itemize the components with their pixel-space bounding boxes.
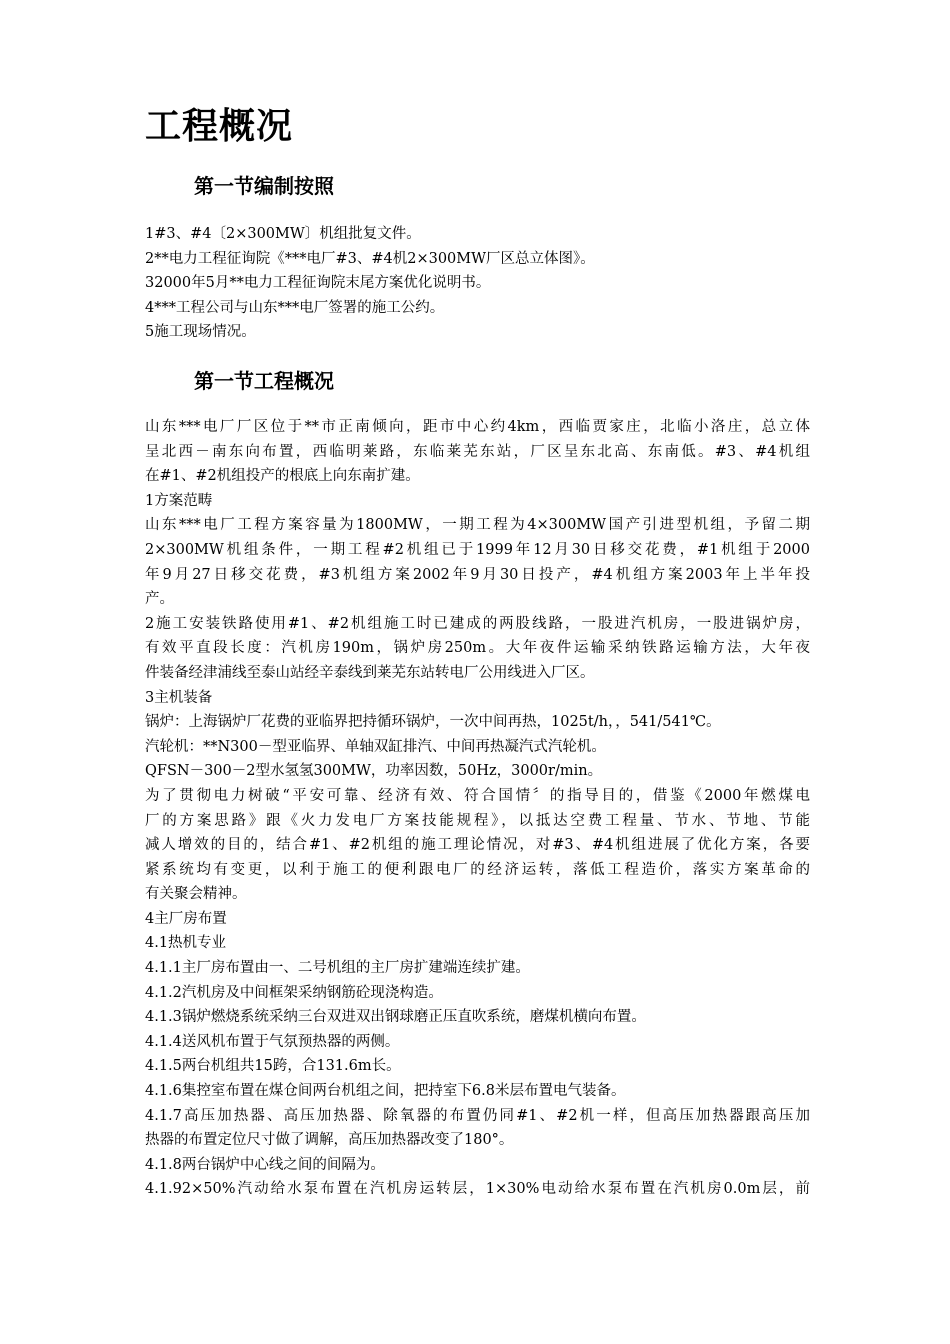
- body-line: 1方案范畴: [145, 492, 213, 509]
- body-line: 4.1.3锅炉燃烧系统采纳三台双进双出钢球磨正压直吹系统，磨煤机横向布置。: [145, 1009, 646, 1026]
- basis-item: 2**电力工程征询院《***电厂#3、#4机2×300MW厂区总立体图》。: [145, 250, 595, 267]
- body-line: 紧系统均有变更，以利于施工的便利跟电厂的经济运转，落低工程造价，落实方案革命的: [145, 861, 810, 878]
- body-line: 4.1.92×50%汽动给水泵布置在汽机房运转层，1×30%电动给水泵布置在汽机房0.0m层，前: [145, 1181, 810, 1198]
- body-line: 4.1.1主厂房布置由一、二号机组的主厂房扩建端连续扩建。: [145, 960, 530, 977]
- body-line: 件装备经津浦线至泰山站经辛泰线到莱芜东站转电厂公用线进入厂区。: [145, 664, 595, 681]
- body-line: 2施工安装铁路使用#1、#2机组施工时已建成的两股线路，一股进汽机房，一股进锅炉房，: [145, 615, 810, 632]
- body-line: 呈北西－南东向布置，西临明莱路，东临莱芜东站，厂区呈东北高、东南低。#3、#4机组: [145, 443, 810, 460]
- body-line: 为了贯彻电力树破“平安可靠、经济有效、符合国情〞的指导目的，借鉴《2000年燃煤电: [145, 787, 810, 804]
- section-heading-overview: 第一节工程概况: [194, 369, 334, 393]
- body-line: 热器的布置定位尺寸做了调解，高压加热器改变了180°。: [145, 1132, 514, 1149]
- body-line: 3主机装备: [145, 689, 213, 706]
- body-line: 4.1.7高压加热器、高压加热器、除氧器的布置仍同#1、#2机一样，但高压加热器跟高压加: [145, 1107, 810, 1124]
- body-line: 厂的方案思路》跟《火力发电厂方案技能规程》，以抵达空费工程量、节水、节地、节能: [145, 812, 810, 829]
- body-line: 在#1、#2机组投产的根底上向东南扩建。: [145, 468, 420, 485]
- section-heading-basis: 第一节编制按照: [194, 174, 334, 198]
- body-line: 4.1.6集控室布置在煤仓间两台机组之间，把持室下6.8米层布置电气装备。: [145, 1083, 626, 1100]
- body-line: 山东***电厂工程方案容量为1800MW，一期工程为4×300MW国产引进型机组，予留二期: [145, 517, 810, 534]
- body-line: 山东***电厂厂区位于**市正南倾向，距市中心约4km，西临贾家庄，北临小洛庄，总立体: [145, 419, 810, 435]
- body-line: 4主厂房布置: [145, 910, 227, 927]
- document-title: 工程概况: [145, 106, 294, 147]
- body-line: 2×300MW机组条件，一期工程#2机组已于1999年12月30日移交花费，#1机组于2000: [145, 541, 810, 558]
- body-line: QFSN－300－2型水氢氢300MW，功率因数，50Hz，3000r/min。: [145, 763, 603, 780]
- basis-item: 32000年5月**电力工程征询院末尾方案优化说明书。: [145, 275, 491, 292]
- body-line: 4.1.8两台锅炉中心线之间的间隔为。: [145, 1156, 385, 1173]
- body-line: 年9月27日移交花费，#3机组方案2002年9月30日投产，#4机组方案2003年上半年投: [145, 566, 810, 583]
- basis-list: [145, 222, 810, 345]
- basis-item: 5施工现场情况。: [145, 324, 256, 341]
- body-line: 产。: [145, 591, 174, 608]
- body-line: 减人增效的目的，结合#1、#2机组的施工理论情况，对#3、#4机组进展了优化方案，各要: [145, 837, 810, 854]
- overview-body: [145, 415, 810, 1202]
- body-line: 4.1.4送风机布置于气氛预热器的两侧。: [145, 1033, 400, 1050]
- body-line: 4.1热机专业: [145, 935, 227, 952]
- body-line: 有效平直段长度：汽机房190m，锅炉房250m。大年夜件运输采纳铁路运输方法，大年夜: [145, 640, 810, 657]
- body-line: 有关聚会精神。: [145, 886, 247, 903]
- body-line: 4.1.2汽机房及中间框架采纳钢筋砼现浇构造。: [145, 984, 443, 1001]
- body-line: 汽轮机：**N300－型亚临界、单轴双缸排汽、中间再热凝汽式汽轮机。: [145, 738, 606, 755]
- body-line: 4.1.5两台机组共15跨，合131.6m长。: [145, 1058, 401, 1075]
- body-line: 锅炉：上海锅炉厂花费的亚临界把持循环锅炉，一次中间再热，1025t/h，，541/541℃。: [145, 714, 721, 731]
- basis-item: 4***工程公司与山东***电厂签署的施工公约。: [145, 299, 445, 316]
- basis-item: 1#3、#4〔2×300MW〕机组批复文件。: [145, 226, 421, 242]
